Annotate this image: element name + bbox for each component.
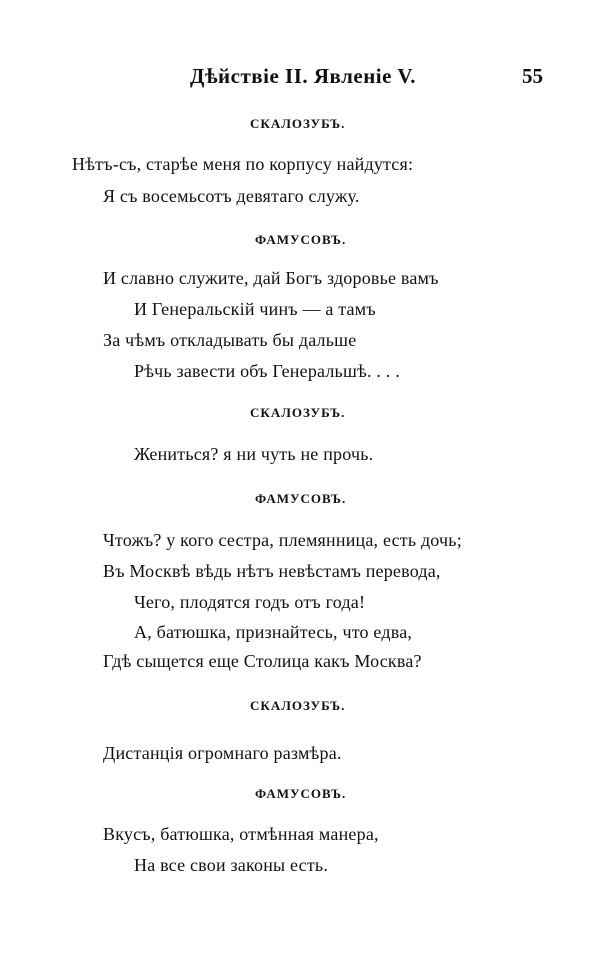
verse-line: Жениться? я ни чуть не прочь. <box>134 444 374 464</box>
speaker-name: СКАЛОЗУБЪ. <box>250 116 346 131</box>
verse-line: Дистанцiя огромнаго размѣра. <box>103 743 342 763</box>
verse-line: Вкусъ, батюшка, отмѣнная манера, <box>103 824 379 844</box>
verse-line: Въ Москвѣ вѣдь нѣтъ невѣстамъ перевода, <box>103 561 441 581</box>
speaker-name: СКАЛОЗУБЪ. <box>250 698 346 713</box>
speaker-name: ФАМУСОВЪ. <box>255 491 347 506</box>
running-header-title: Дѣйствie II. Явленie V. <box>190 64 417 88</box>
verse-line: Чтожъ? у кого сестра, племянница, есть дочь; <box>103 530 462 550</box>
verse-line: И Генеральскiй чинъ — а тамъ <box>134 299 376 319</box>
page-number: 55 <box>522 64 543 88</box>
verse-line: На все свои законы есть. <box>134 855 329 875</box>
verse-line: Гдѣ сыщется еще Столица какъ Москва? <box>103 651 422 671</box>
verse-line: И славно служите, дай Богъ здоровье вамъ <box>103 268 439 288</box>
verse-line: Я съ восемьсотъ девятаго служу. <box>103 186 360 206</box>
speaker-name: ФАМУСОВЪ. <box>255 786 347 801</box>
verse-line: А, батюшка, признайтесь, что едва, <box>134 622 413 642</box>
verse-line: За чѣмъ откладывать бы дальше <box>103 330 357 350</box>
speaker-name: ФАМУСОВЪ. <box>255 232 347 247</box>
verse-line: Рѣчь завести объ Генеральшѣ. . . . <box>134 361 400 381</box>
verse-line: Чего, плодятся годъ отъ года! <box>134 592 366 612</box>
speaker-name: СКАЛОЗУБЪ. <box>250 405 346 420</box>
verse-line: Нѣтъ-съ, старѣе меня по корпусу найдутся: <box>72 154 414 174</box>
